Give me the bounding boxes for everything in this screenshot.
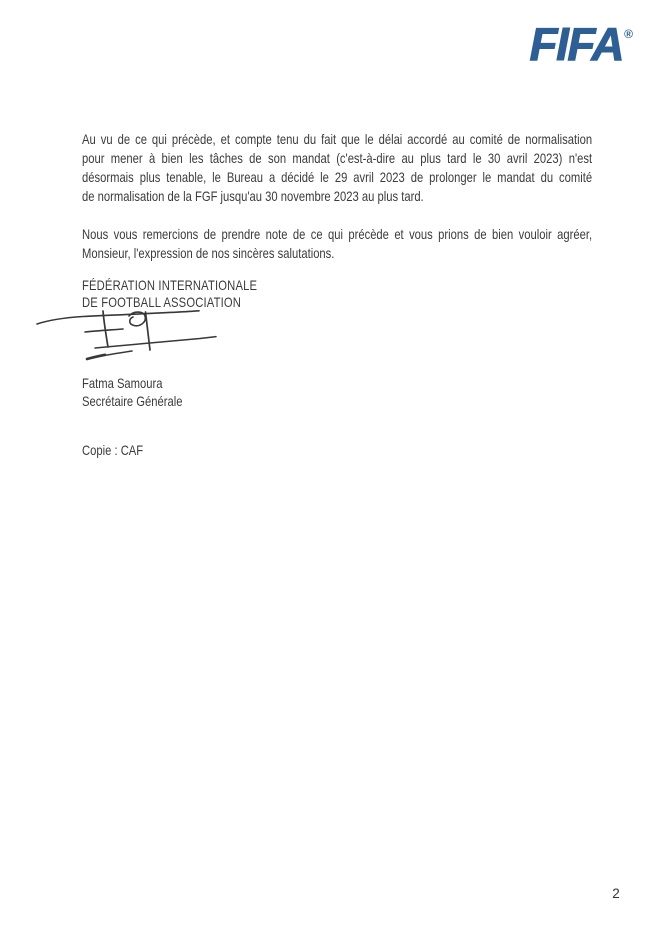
- fifa-logo: [529, 20, 632, 68]
- registered-trademark-icon: ®: [624, 27, 633, 41]
- paragraph-line: désormais plus tenable, le Bureau a décidé le 29 avril 2023 de prolonger le mandat du comité: [82, 169, 593, 185]
- sender-organization-line-1: FÉDÉRATION INTERNATIONALE: [82, 277, 258, 293]
- paragraph-2: [82, 225, 592, 263]
- page-number: 2: [612, 886, 620, 901]
- paragraph-line: de normalisation de la FGF jusqu'au 30 novembre 2023 au plus tard.: [82, 188, 424, 204]
- paragraph-line: pour mener à bien les tâches de son mandat (c'est-à-dire au plus tard le 30 avril 2023) n'est: [82, 150, 593, 166]
- signatory-title: Secrétaire Générale: [82, 393, 183, 409]
- signatory-name: Fatma Samoura: [82, 375, 163, 391]
- paragraph-line: Nous vous remercions de prendre note de ce qui précède et vous prions de bien vouloir agréer,: [82, 226, 593, 242]
- copy-line: Copie : CAF: [82, 442, 144, 458]
- paragraph-1: [82, 130, 592, 206]
- letter-body: [82, 130, 592, 460]
- signatory-block: [82, 374, 592, 410]
- sender-organization-line-2: DE FOOTBALL ASSOCIATION: [82, 294, 242, 310]
- fifa-logo-text: FIFA: [529, 18, 624, 70]
- paragraph-line: Au vu de ce qui précède, et compte tenu du fait que le délai accordé au comité de normalisation: [82, 131, 593, 147]
- paragraph-line: Monsieur, l'expression de nos sincères salutations.: [82, 245, 335, 261]
- signature-image: [35, 300, 315, 375]
